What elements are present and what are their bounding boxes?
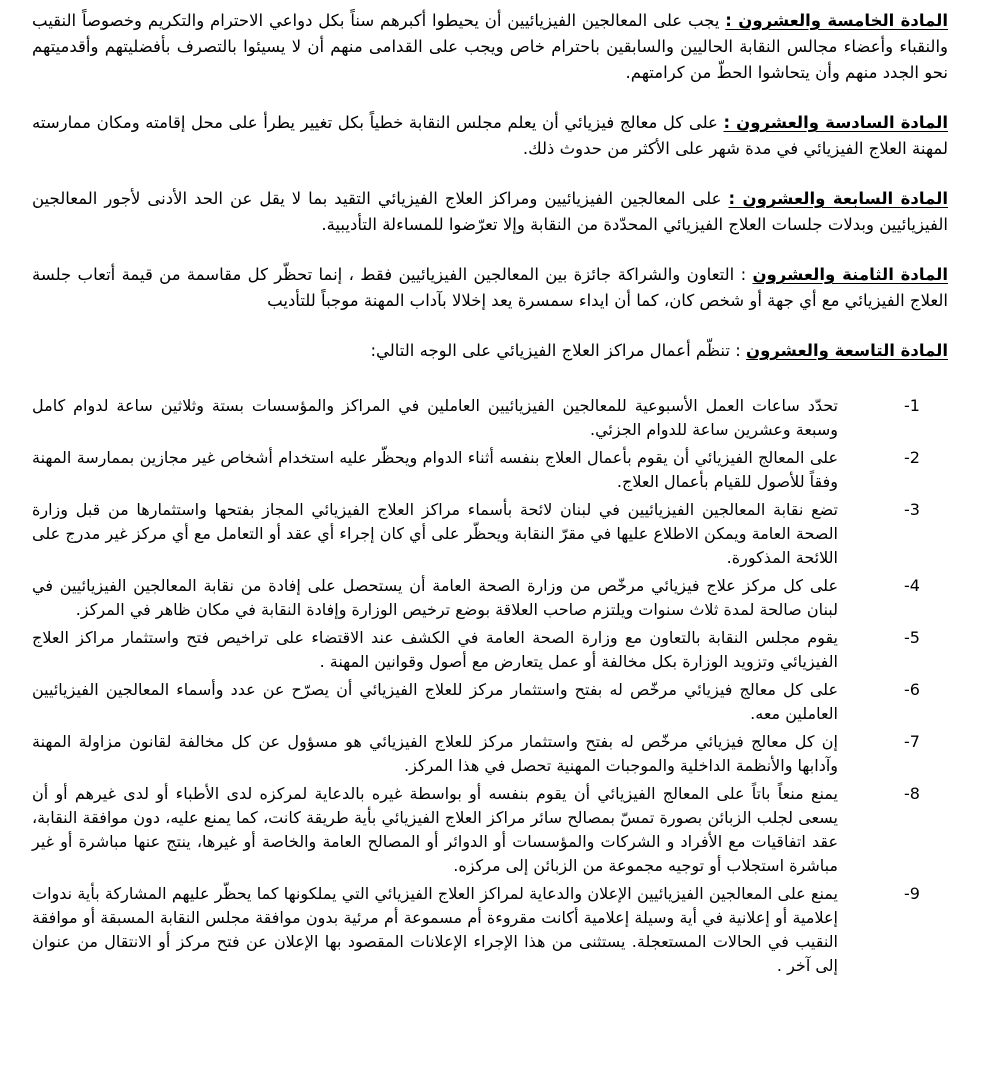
list-item-number: -1 — [904, 396, 920, 415]
list-item-number: -8 — [904, 784, 920, 803]
list-item-text: تحدّد ساعات العمل الأسبوعية للمعالجين الفيزيائيين العاملين في المراكز والمؤسسات بستة وثلاثين ساعة لدوام كامل وسبعة وعشرين ساعة للدوام الجزئي. — [32, 396, 838, 439]
list-item-text: على المعالج الفيزيائي أن يقوم بأعمال العلاج بنفسه أثناء الدوام ويحظّر عليه استخدام أشخاص غير مجازين بممارسة المهنة وفقاً للأصول للقيام بأعمال العلاج. — [32, 448, 838, 491]
article-29 — [32, 338, 948, 364]
list-item-text: على كل معالج فيزيائي مرخّص له بفتح واستثمار مركز للعلاج الفيزيائي أن يصرّح عن عدد وأسماء المعالجين الفيزيائيين العاملين معه. — [32, 680, 838, 723]
list-item-number: -2 — [904, 448, 920, 467]
article-title: المادة الخامسة والعشرون : — [725, 11, 948, 30]
list-item-number: -7 — [904, 732, 920, 751]
list-item-number: -5 — [904, 628, 920, 647]
list-item — [32, 730, 948, 778]
list-item-number: -3 — [904, 500, 920, 519]
list-item-text: يمنع على المعالجين الفيزيائيين الإعلان والدعاية لمراكز العلاج الفيزيائي التي يملكونها كما يحظّر عليهم المشاركة بأية ندوات إعلامية أو إعلانية في أية وسيلة إعلامية أكانت مقروءة أم مسموعة أم مرئية بدون موافقة مجلس النقابة المسبقة أو موافقة النقيب في الحالات المستعجلة. يستثنى من هذا الإجراء الإعلانات المقصود بها الإعلان عن فتح مركز أو الانتقال من عنوان إلى آخر . — [32, 884, 838, 975]
article-title: المادة التاسعة والعشرون — [746, 341, 948, 360]
article-title: المادة الثامنة والعشرون — [752, 265, 948, 284]
list-item — [32, 626, 948, 674]
list-item-number: -9 — [904, 884, 920, 903]
article-title: المادة السابعة والعشرون : — [728, 189, 948, 208]
list-item-text: على كل مركز علاج فيزيائي مرخّص من وزارة الصحة العامة أن يستحصل على إفادة من نقابة المعالجين الفيزيائيين في لبنان صالحة لمدة ثلاث سنوات ويلتزم صاحب العلاقة بوضع ترخيص الوزارة وإفادة النقابة في مكان ظاهر في المركز. — [32, 576, 838, 619]
list-item — [32, 678, 948, 726]
list-item — [32, 446, 948, 494]
article-27 — [32, 186, 948, 238]
list-item-number: -6 — [904, 680, 920, 699]
article-26 — [32, 110, 948, 162]
article-body: : التعاون والشراكة جائزة بين المعالجين الفيزيائيين فقط ، إنما تحظّر كل مقاسمة من قيمة أتعاب جلسة العلاج الفيزيائي مع أي جهة أو شخص كان، كما أن ايداء سمسرة يعد إخلالا بآداب المهنة موجباً للتأديب — [32, 265, 948, 310]
list-item-text: إن كل معالج فيزيائي مرخّص له بفتح واستثمار مركز للعلاج الفيزيائي هو مسؤول عن كل مخالفة لقانون مزاولة المهنة وآدابها والأنظمة الداخلية والموجبات المهنية تحصل في هذا المركز. — [32, 732, 838, 775]
list-item — [32, 574, 948, 622]
article-25 — [32, 8, 948, 86]
article-body: على المعالجين الفيزيائيين ومراكز العلاج الفيزيائي التقيد بما لا يقل عن الحد الأدنى لأجور المعالجين الفيزيائيين وبدلات جلسات العلاج الفيزيائي المحدّدة من النقابة وإلا تعرّضوا للمساءلة التأديبية. — [32, 189, 948, 234]
article-body: : تنظّم أعمال مراكز العلاج الفيزيائي على الوجه التالي: — [370, 341, 741, 360]
article-title: المادة السادسة والعشرون : — [723, 113, 949, 132]
numbered-list — [32, 394, 948, 978]
article-body: على كل معالج فيزيائي أن يعلم مجلس النقابة خطياً بكل تغيير يطرأ على محل إقامته ومكان ممارسته لمهنة العلاج الفيزيائي في مدة شهر على الأكثر من حدوث ذلك. — [32, 113, 948, 158]
article-body: يجب على المعالجين الفيزيائيين أن يحيطوا أكبرهم سناً بكل دواعي الاحترام والتكريم وخصوصاً النقيب والنقباء وأعضاء مجالس النقابة الحاليين والسابقين باحترام خاص ويجب على القدامى منهم أن لا يسيئوا بالتصرف بأفضليتهم وأقدميتهم نحو الجدد منهم وأن يتحاشوا الحطّ من كرامتهم. — [32, 11, 948, 82]
article-28 — [32, 262, 948, 314]
list-item — [32, 394, 948, 442]
list-item-text: تضع نقابة المعالجين الفيزيائيين في لبنان لائحة بأسماء مراكز العلاج الفيزيائي المجاز بفتحها واستثمارها من قبل وزارة الصحة العامة ويمكن الاطلاع عليها في مقرّ النقابة ويحظّر على أي كان إجراء أي عقد أو التعامل مع أي مركز غير مدرج على اللائحة المذكورة. — [32, 500, 838, 567]
list-item — [32, 882, 948, 978]
list-item-number: -4 — [904, 576, 920, 595]
list-item-text: يمنع منعاً باتاً على المعالج الفيزيائي أن يقوم بنفسه أو بواسطة غيره بالدعاية لمركزه لدى الأطباء أو لدى غيرهم أو أن يسعى لجلب الزبائن بصورة تمسّ بمصالح سائر مراكز العلاج الفيزيائي بأية طريقة كانت، كما يمنع عليه، دون موافقة النقابة، عقد اتفاقيات مع الأفراد و الشركات والمؤسسات أو الدوائر أو المصالح العامة والخاصة أو غيرها، ينتج عنها مباشرة أو غير مباشرة استجلاب أو توجيه مجموعة من الزبائن إلى مركزه. — [32, 784, 838, 875]
list-item — [32, 498, 948, 570]
list-item-text: يقوم مجلس النقابة بالتعاون مع وزارة الصحة العامة في الكشف عند الاقتضاء على تراخيص فتح واستثمار مراكز العلاج الفيزيائي وتزويد الوزارة بكل مخالفة أو عمل يتعارض مع أصول وقوانين المهنة . — [32, 628, 838, 671]
list-item — [32, 782, 948, 878]
